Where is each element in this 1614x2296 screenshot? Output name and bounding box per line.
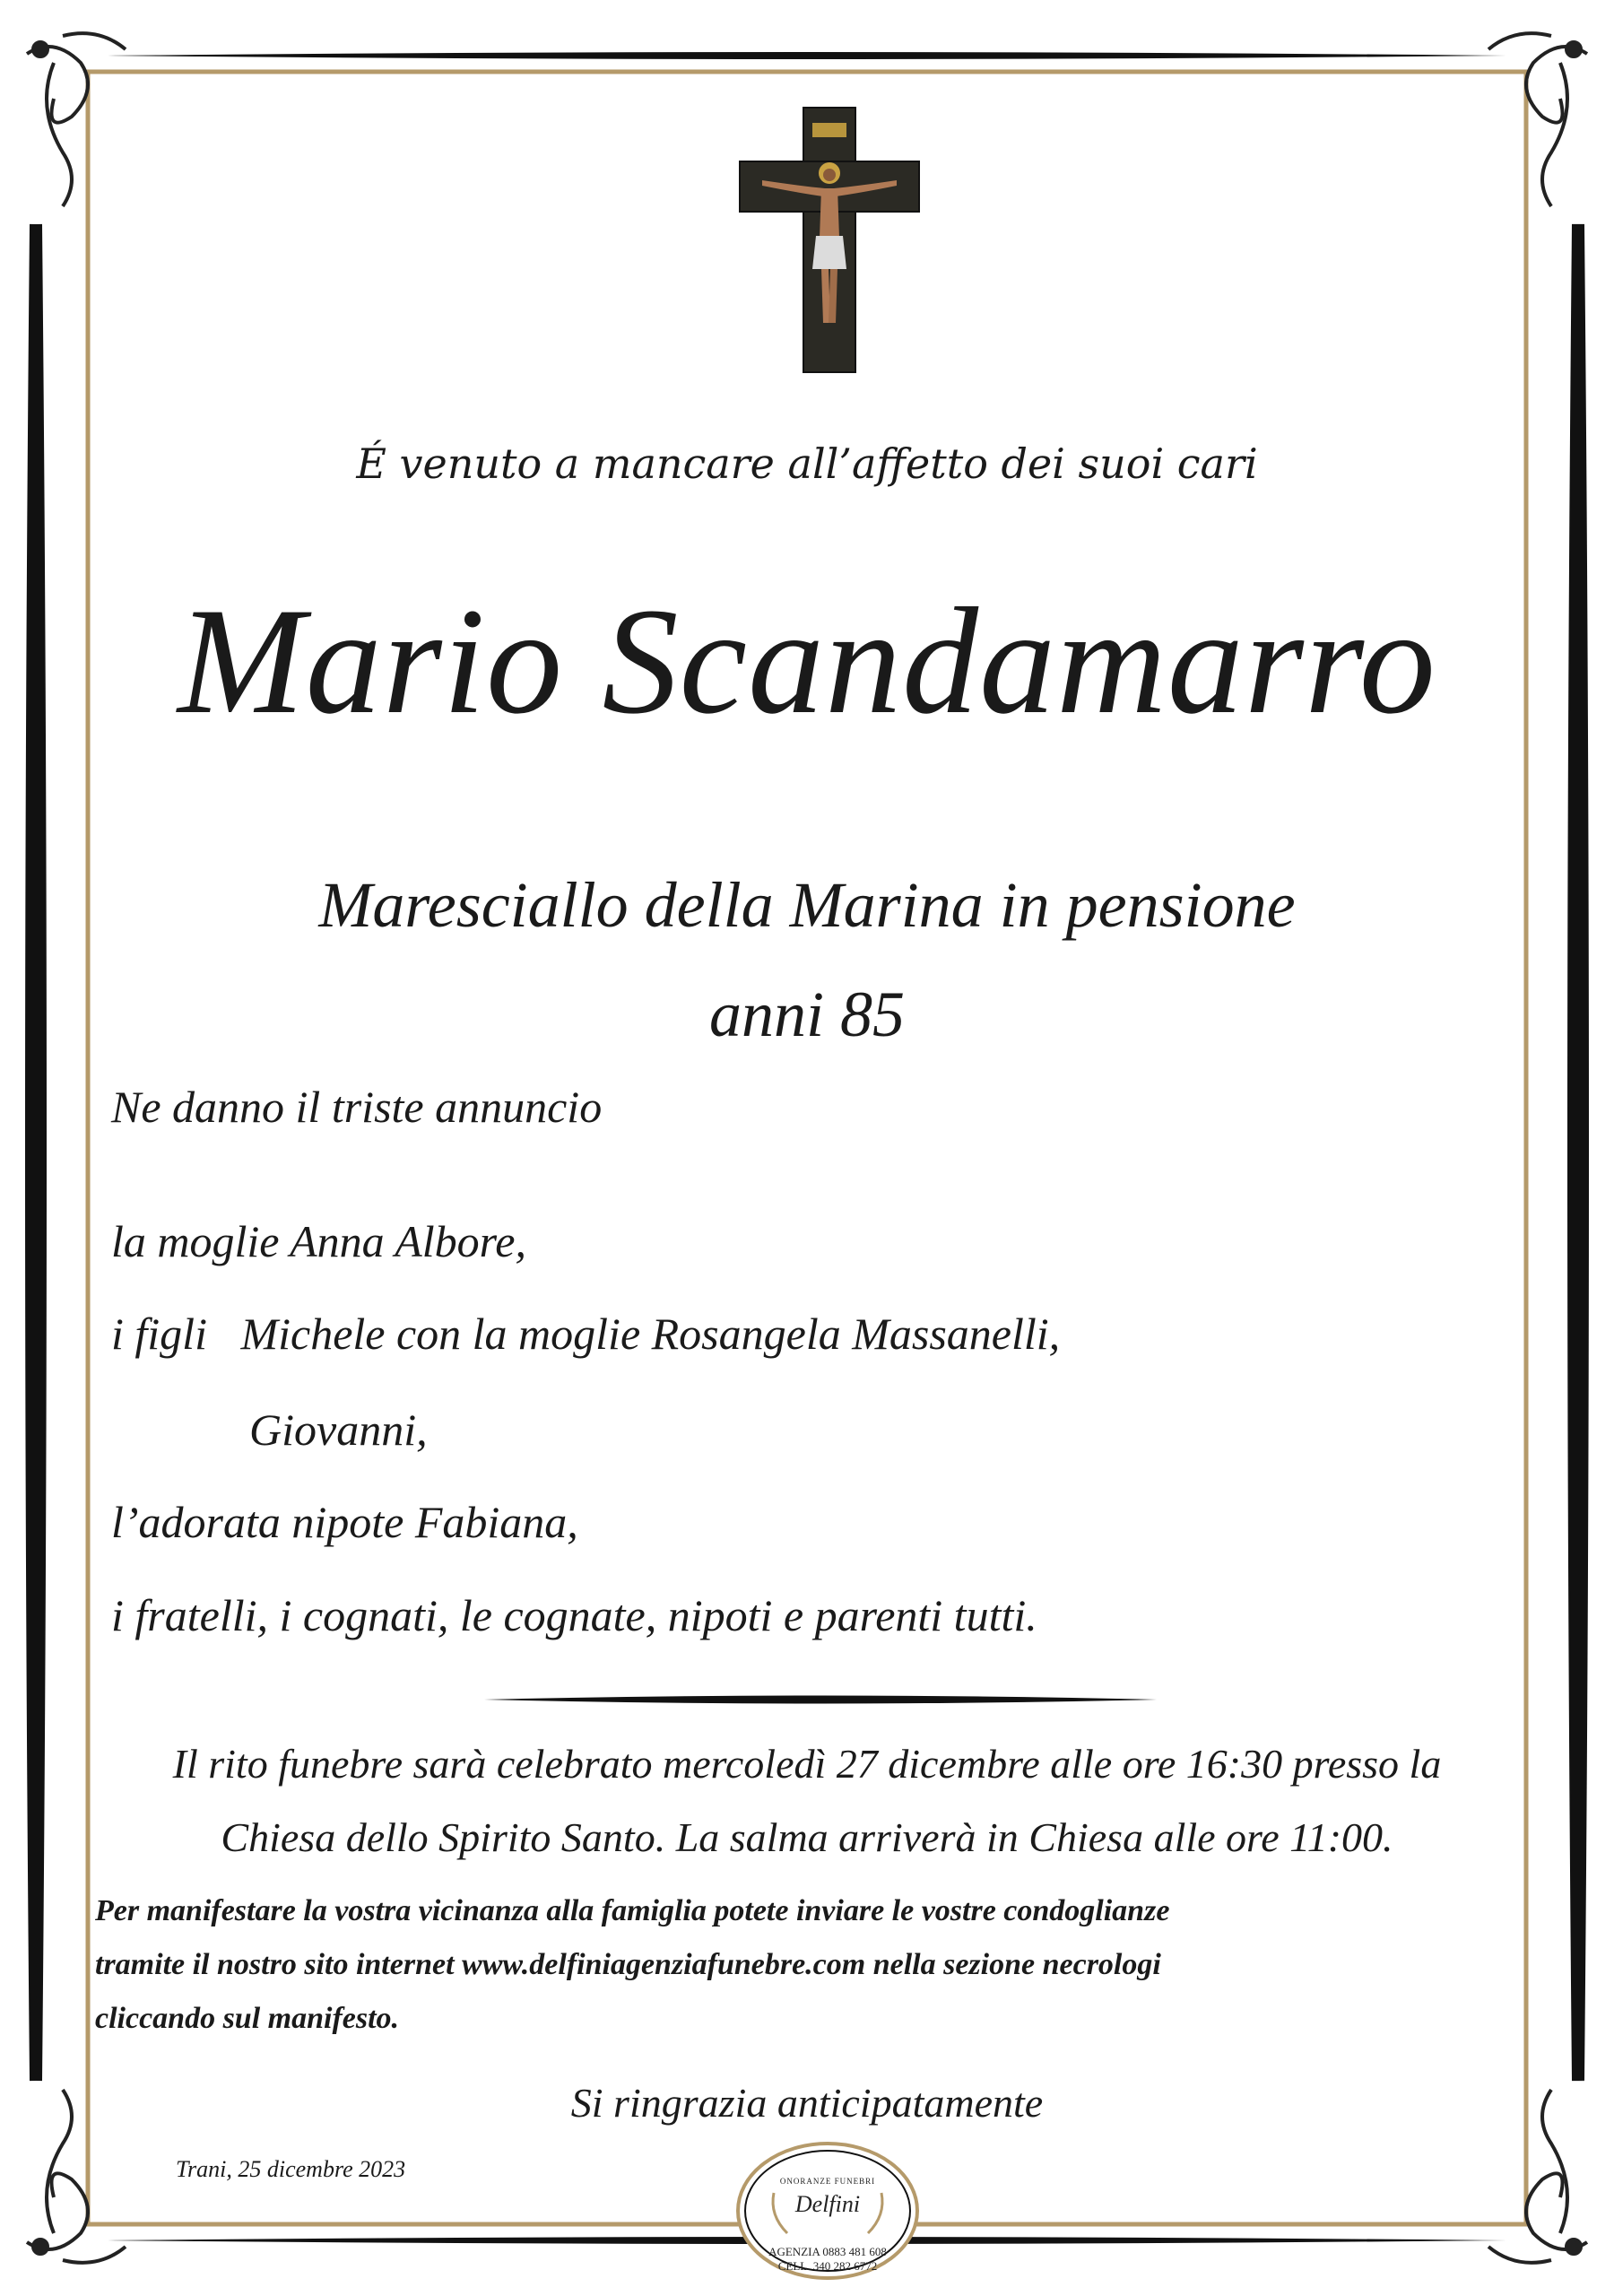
condolences-line: Per manifestare la vostra vicinanza alla famiglia potete inviare le vostre condoglianze: [95, 1894, 1170, 1927]
funeral-info-line: Chiesa dello Spirito Santo. La salma arriverà in Chiesa alle ore 11:00.: [221, 1814, 1393, 1860]
agency-logo: [733, 2139, 922, 2283]
crucifix-icon: [735, 103, 924, 377]
family-line: la moglie Anna Albore,: [111, 1216, 526, 1266]
thanks-text: Si ringrazia anticipatamente: [570, 2080, 1044, 2126]
condolences-line: tramite il nostro sito internet www.delfiniagenziafunebre.com nella sezione necrologi: [95, 1948, 1161, 1981]
cell-phone: CELL. 340 282 6772: [777, 2259, 878, 2273]
family-line: Giovanni,: [249, 1405, 428, 1455]
deceased-role: Maresciallo della Marina in pensione: [318, 869, 1296, 941]
funeral-info-line: Il rito funebre sarà celebrato mercoledì 27 dicembre alle ore 16:30 presso la: [172, 1741, 1442, 1787]
condolences-line: cliccando sul manifesto.: [95, 2002, 400, 2035]
family-line: i figli Michele con la moglie Rosangela Massanelli,: [111, 1309, 1061, 1359]
divider-line: [484, 1696, 1157, 1704]
deceased-name: Mario Scandamarro: [178, 577, 1436, 745]
corner-ornament-top-left: [27, 33, 126, 206]
agency-phone: AGENZIA 0883 481 608: [768, 2245, 887, 2258]
deceased-age: anni 85: [708, 978, 905, 1050]
family-line: i fratelli, i cognati, le cognate, nipoti e parenti tutti.: [111, 1590, 1037, 1640]
family-line: l’adorata nipote Fabiana,: [111, 1497, 578, 1547]
intro-text: É venuto a mancare all’affetto dei suoi cari: [356, 439, 1258, 488]
logo-subtitle: ONORANZE FUNEBRI: [779, 2177, 876, 2186]
date-place: Trani, 25 dicembre 2023: [176, 2156, 406, 2182]
corner-ornament-top-right: [1488, 33, 1587, 206]
logo-name: Delfini: [794, 2191, 861, 2217]
family-line: Ne danno il triste annuncio: [111, 1082, 603, 1132]
